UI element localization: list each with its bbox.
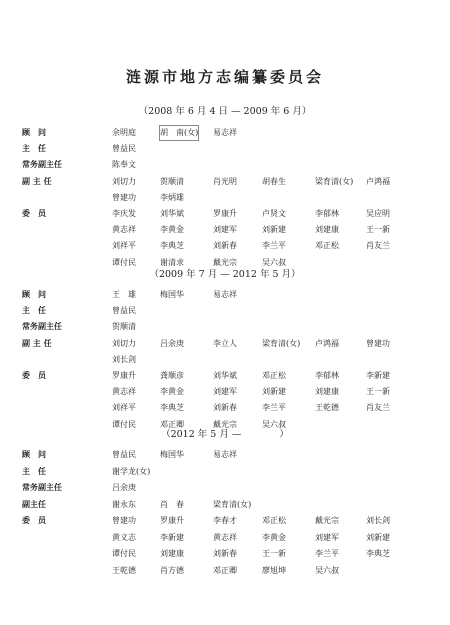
member-name: 刘建康 xyxy=(315,225,339,235)
member-name: 刘建军 xyxy=(213,387,237,397)
member-name: 刘长剑 xyxy=(112,354,136,364)
role-label: 副主任 xyxy=(22,499,46,509)
member-name: 梁育清(女) xyxy=(213,499,252,509)
role-label: 常务副主任 xyxy=(22,322,62,332)
member-name: 李黄金 xyxy=(160,225,184,235)
member-name: 曾益民 xyxy=(112,144,136,154)
member-name: 邓正松 xyxy=(262,371,286,380)
member-name: 谢清求 xyxy=(160,257,184,267)
member-name: 刘华斌 xyxy=(160,209,184,218)
member-name: 黄志祥 xyxy=(112,387,136,397)
member-name: 刘切力 xyxy=(112,338,136,348)
member-name: 余明庭 xyxy=(112,128,136,137)
role-label: 顾 问 xyxy=(22,290,46,299)
member-name: 曾益民 xyxy=(112,306,136,316)
member-name: 易志祥 xyxy=(213,450,237,459)
role-label: 副 主 任 xyxy=(22,338,52,348)
member-name: 刘建康 xyxy=(160,549,184,558)
member-name: 王乾德 xyxy=(315,403,339,413)
member-name: 王一新 xyxy=(366,225,390,235)
member-name: 刘建军 xyxy=(315,532,339,542)
member-name: 梁育清(女) xyxy=(315,176,354,186)
member-name: 刘新建 xyxy=(366,532,390,542)
member-name: 黄志祥 xyxy=(112,225,136,235)
member-name: 刘祥平 xyxy=(112,241,136,251)
member-name: 刘新春 xyxy=(213,403,237,413)
member-name: 刘长剑 xyxy=(366,516,390,525)
member-name: 刘新春 xyxy=(213,241,237,251)
member-name: 黄志祥 xyxy=(213,532,237,542)
role-label: 副 主 任 xyxy=(22,176,52,186)
member-name: 王一新 xyxy=(366,387,390,397)
period-heading: （2012 年 5 月 — ） xyxy=(161,429,289,440)
member-name: 李兰平 xyxy=(262,403,286,413)
member-name: 李郁林 xyxy=(315,371,339,380)
member-name: 刘新建 xyxy=(262,387,286,397)
member-name: 胡春生 xyxy=(262,176,286,186)
member-name: 吴六叔 xyxy=(315,565,339,575)
member-name: 罗康升 xyxy=(160,516,184,525)
member-name: 李炳雄 xyxy=(160,192,184,202)
member-name: 卢贤文 xyxy=(262,209,286,218)
member-name: 李立人 xyxy=(213,338,237,348)
member-name: 吴应明 xyxy=(366,209,390,218)
member-name: 卢鸿福 xyxy=(366,176,390,186)
member-name: 刘华斌 xyxy=(213,371,237,380)
member-name: 吴六叔 xyxy=(262,419,286,429)
member-name: 谭付民 xyxy=(112,419,136,429)
member-name: 梅国华 xyxy=(160,450,184,459)
member-name: 陈奉文 xyxy=(112,160,136,170)
role-label: 常务副主任 xyxy=(22,483,62,492)
member-name: 吕余庚 xyxy=(160,338,184,348)
role-label: 委 员 xyxy=(22,209,46,218)
member-name: 邓正松 xyxy=(262,516,286,525)
member-name: 李典芝 xyxy=(160,403,184,413)
member-name: 肖 春 xyxy=(160,499,184,509)
member-name: 戴光宗 xyxy=(213,257,237,267)
member-name: 贺顺清 xyxy=(160,176,184,186)
period-heading: （2008 年 6 月 4 日 — 2009 年 6 月） xyxy=(138,106,312,117)
member-name: 李郁林 xyxy=(315,209,339,218)
member-name: 戴光宗 xyxy=(315,516,339,525)
member-name: 罗康升 xyxy=(213,209,237,218)
member-name: 李兰平 xyxy=(262,241,286,251)
member-name: 易志祥 xyxy=(213,128,237,137)
member-name: 邓正松 xyxy=(315,241,339,251)
role-label: 主 任 xyxy=(22,306,46,316)
member-name: 肖方德 xyxy=(160,565,184,575)
member-name: 李春才 xyxy=(213,516,237,525)
member-name: 易志祥 xyxy=(213,290,237,299)
role-label: 顾 问 xyxy=(22,128,46,137)
member-name: 肖友兰 xyxy=(366,241,390,251)
member-name: 邓正卿 xyxy=(213,565,237,575)
member-name: 刘切力 xyxy=(112,176,136,186)
member-name: 李庆发 xyxy=(112,209,136,218)
member-name: 吴六叔 xyxy=(262,257,286,267)
member-name: 肖光明 xyxy=(213,176,237,186)
period-heading: （2009 年 7 月 — 2012 年 5 月） xyxy=(149,269,301,280)
member-name: 曾建功 xyxy=(112,516,136,525)
member-name: 李新建 xyxy=(160,532,184,542)
role-label: 主 任 xyxy=(22,144,46,154)
member-name: 肖友兰 xyxy=(366,403,390,413)
member-name: 曾建功 xyxy=(366,338,390,348)
role-label: 委 员 xyxy=(22,516,46,525)
member-name: 龚顺彦 xyxy=(160,371,184,380)
member-name: 贺顺清 xyxy=(112,322,136,332)
member-name: 李黄金 xyxy=(262,532,286,542)
role-label: 委 员 xyxy=(22,371,46,380)
member-name: 王 雄 xyxy=(112,290,136,299)
member-name: 曾益民 xyxy=(112,450,136,459)
role-label: 顾 问 xyxy=(22,450,46,459)
member-name: 王一新 xyxy=(262,549,286,558)
member-name: 李兰平 xyxy=(315,549,339,558)
member-name: 刘新春 xyxy=(213,549,237,558)
role-label: 主 任 xyxy=(22,466,46,476)
member-name: 戴光宗 xyxy=(213,419,237,429)
member-name: 卢鸿福 xyxy=(315,338,339,348)
role-label: 常务副主任 xyxy=(22,160,62,170)
member-name: 刘建康 xyxy=(315,387,339,397)
member-name: 谭付民 xyxy=(112,257,136,267)
member-name: 廖旭坤 xyxy=(262,565,286,575)
member-name: 胡 南(女) xyxy=(160,126,198,140)
member-name: 谭付民 xyxy=(112,549,136,558)
member-name: 李黄金 xyxy=(160,387,184,397)
member-name: 罗康升 xyxy=(112,371,136,380)
member-name: 王乾德 xyxy=(112,565,136,575)
member-name: 刘祥平 xyxy=(112,403,136,413)
member-name: 谢学龙(女) xyxy=(112,466,151,476)
member-name: 李典芝 xyxy=(366,549,390,558)
member-name: 吕余庚 xyxy=(112,483,136,492)
member-name: 李典芝 xyxy=(160,241,184,251)
page-title: 涟源市地方志编纂委员会 xyxy=(125,68,324,86)
member-name: 刘新建 xyxy=(262,225,286,235)
member-name: 梁育清(女) xyxy=(262,338,301,348)
member-name: 黄义志 xyxy=(112,532,136,542)
member-name: 谢永东 xyxy=(112,499,136,509)
member-name: 梅国华 xyxy=(160,290,184,299)
member-name: 李新建 xyxy=(366,371,390,380)
member-name: 邓正卿 xyxy=(160,419,184,429)
member-name: 刘建军 xyxy=(213,225,237,235)
member-name: 曾建功 xyxy=(112,192,136,202)
